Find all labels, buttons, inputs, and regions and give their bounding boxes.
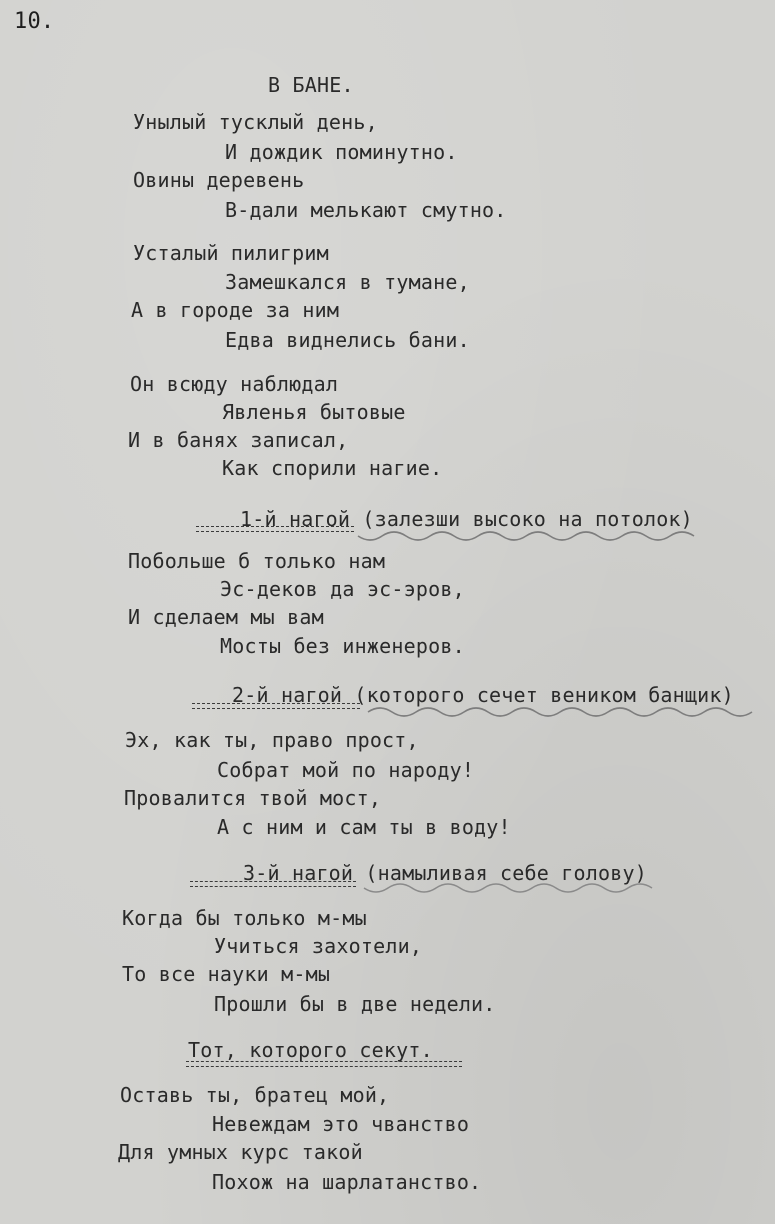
speaker-4-line-3: Для умных курс такой xyxy=(118,1140,363,1164)
speaker-3-line-4: Прошли бы в две недели. xyxy=(214,992,496,1016)
speaker-4-line-2: Невеждам это чванство xyxy=(212,1112,470,1136)
speaker-3-line-2: Учиться захотели, xyxy=(214,934,423,958)
speaker-4-line-1: Оставь ты, братец мой, xyxy=(120,1083,390,1107)
stanza-2-line-1: Усталый пилигрим xyxy=(133,241,329,265)
stanza-2-line-3: А в городе за ним xyxy=(131,298,340,322)
stanza-2-line-2: Замешкался в тумане, xyxy=(225,270,470,294)
speaker-4-line-4: Похож на шарлатанство. xyxy=(212,1170,482,1194)
speaker-3-wavy-underline xyxy=(362,878,662,900)
speaker-2-line-1: Эх, как ты, право прост, xyxy=(125,728,419,752)
speaker-2-line-2: Собрат мой по народу! xyxy=(217,758,475,782)
speaker-3-heading: 3-й нагой (намыливая себе голову) xyxy=(243,861,647,885)
speaker-1-line-3: И сделаем мы вам xyxy=(128,605,324,629)
speaker-1-line-2: Эс-деков да эс-эров, xyxy=(220,577,465,601)
speaker-1-heading: 1-й нагой (залезши высоко на потолок) xyxy=(240,507,693,531)
stanza-1-line-3: Овины деревень xyxy=(133,168,305,192)
stanza-3-line-4: Как спорили нагие. xyxy=(222,456,443,480)
stanza-1-line-4: В-дали мелькают смутно. xyxy=(225,198,507,222)
speaker-1-line-1: Побольше б только нам xyxy=(128,549,386,573)
speaker-2-heading: 2-й нагой (которого сечет веником банщик) xyxy=(232,683,734,707)
speaker-1-wavy-underline xyxy=(356,526,716,550)
speaker-4-double-underline xyxy=(186,1061,462,1067)
speaker-2-double-underline xyxy=(192,703,360,709)
speaker-1-double-underline xyxy=(196,526,354,532)
speaker-2-line-4: А с ним и сам ты в воду! xyxy=(217,815,511,839)
stanza-1-line-2: И дождик поминутно. xyxy=(225,140,458,164)
stanza-1-line-1: Унылый тусклый день, xyxy=(133,110,378,134)
stanza-2-line-4: Едва виднелись бани. xyxy=(225,328,470,352)
speaker-3-line-3: То все науки м-мы xyxy=(122,962,331,986)
speaker-3-line-1: Когда бы только м-мы xyxy=(122,906,367,930)
stanza-3-line-3: И в банях записал, xyxy=(128,428,349,452)
speaker-1-line-4: Мосты без инженеров. xyxy=(220,634,465,658)
speaker-2-line-3: Провалится твой мост, xyxy=(124,786,382,810)
stanza-3-line-2: Явленья бытовые xyxy=(222,400,406,424)
speaker-4-heading: Тот, которого секут. xyxy=(188,1038,433,1062)
poem-title: В БАНЕ. xyxy=(268,73,354,97)
stanza-3-line-1: Он всюду наблюдал xyxy=(130,372,339,396)
speaker-3-double-underline xyxy=(190,881,356,887)
page-number: 10. xyxy=(14,9,55,34)
speaker-2-wavy-underline xyxy=(366,700,766,724)
